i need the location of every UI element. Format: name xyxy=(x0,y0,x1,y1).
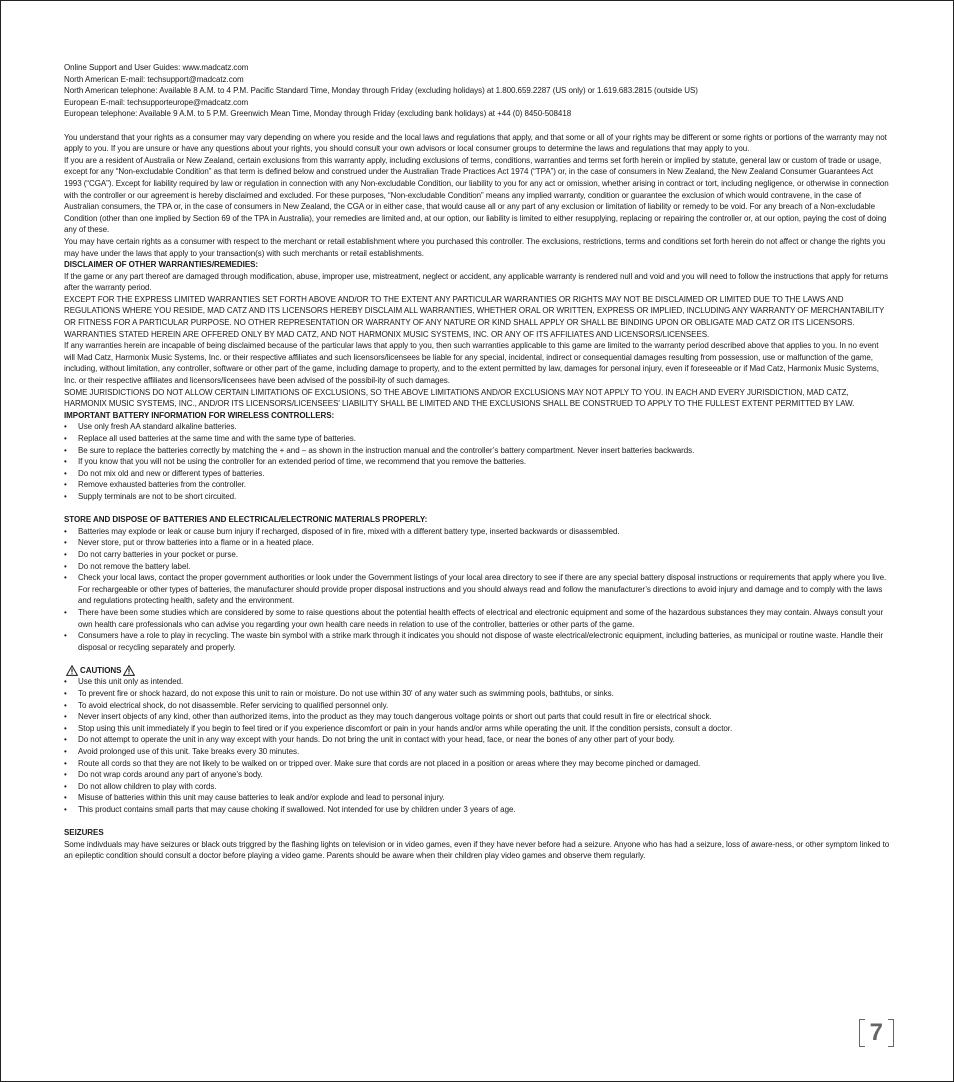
cautions-heading-row xyxy=(64,665,890,677)
list-item: • Do not attempt to operate the unit in any way except with your hands. Do not bring the unit in contact with your head, face, or near the bones of any other part of your body. xyxy=(64,734,890,746)
contact-block xyxy=(64,62,890,120)
rights-paragraph: You understand that your rights as a consumer may vary depending on where you reside and the local laws and regulations that apply, and that some or all of your rights may be different or some rights or portions of the warranty may not apply to you. If you are unsure or have any questions about your rights, you should consult your own advisors or local consumer groups to determine the laws and regulations that may apply to you. xyxy=(64,132,887,154)
list-item: • Replace all used batteries at the same time and with the same type of batteries. xyxy=(64,433,890,445)
list-item: • Do not mix old and new or different types of batteries. xyxy=(64,468,890,480)
seizures-section xyxy=(64,827,890,862)
list-item: • Supply terminals are not to be short circuited. xyxy=(64,491,890,503)
list-item: • Consumers have a role to play in recycling. The waste bin symbol with a strike mark through it indicates you should not dispose of waste electrical/electronic equipment, including batteries, as municipal or routine waste. Handle their disposal or recycling separately and properly. xyxy=(64,630,890,653)
cautions-list xyxy=(64,676,890,815)
disclaimer-heading: DISCLAIMER OF OTHER WARRANTIES/REMEDIES: xyxy=(64,260,259,270)
list-item: • Never store, put or throw batteries into a flame or in a heated place. xyxy=(64,537,890,549)
disclaimer-paragraph: SOME JURISDICTIONS DO NOT ALLOW CERTAIN LIMITATIONS OF EXCLUSIONS, SO THE ABOVE LIMITATIONS AND/OR EXCLUSIONS MAY NOT APPLY TO YOU. IN EACH AND EVERY JURISDICTION, MAD CATZ, HARMONIX MUSIC SYSTEMS, INC., AND/OR ITS LICENSORS/LICENSEES' LIABILITY SHALL BE LIMITED AND THE EXCLUSIONS SHALL BE CONSTRUED TO APPLY TO THE FULLEST EXTENT PERMITTED BY LAW. xyxy=(64,387,855,409)
contact-line: North American telephone: Available 8 A.M. to 4 P.M. Pacific Standard Time, Monday through Friday (excluding holidays) at 1.800.659.2287 (US only) or 1.619.683.2815 (outside US) xyxy=(64,86,698,96)
dispose-heading: STORE AND DISPOSE OF BATTERIES AND ELECTRICAL/ELECTRONIC MATERIALS PROPERLY: xyxy=(64,515,428,525)
list-item: • If you know that you will not be using the controller for an extended period of time, we recommend that you remove the batteries. xyxy=(64,456,890,468)
battery-list xyxy=(64,421,890,502)
disclaimer-paragraph: If the game or any part thereof are damaged through modification, abuse, improper use, mistreatment, neglect or accident, any applicable warranty is rendered null and void and you will need to follow the instructions that apply for returns after the warranty period. xyxy=(64,271,889,293)
list-item: • Misuse of batteries within this unit may cause batteries to leak and/or explode and lead to personal injury. xyxy=(64,792,890,804)
page-number-text: 7 xyxy=(869,1019,883,1046)
list-item: • Never insert objects of any kind, other than authorized items, into the product as they may touch dangerous voltage points or short out parts that could result in fire or electrical shock. xyxy=(64,711,890,723)
list-item: • Use this unit only as intended. xyxy=(64,676,890,688)
contact-line: European E-mail: techsupporteurope@madcatz.com xyxy=(64,97,249,107)
list-item: • Use only fresh AA standard alkaline batteries. xyxy=(64,421,890,433)
disclaimer-paragraph: If any warranties herein are incapable of being disclaimed because of the particular laws that apply to you, then such warranties applicable to this game are limited to the warranty period described above that applies to you. In no event will Mad Catz, Harmonix Music Systems, Inc. or their respective affiliates and such licensors/licensees be liable for any special, incidental, indirect or consequential damages resulting from possession, use or malfunction of the game, including, without limitation, any controller, software or other part of the game, including damage to property, and to the extent permitted by law, damages for personal injury, even if foreseeable or if Mad Catz, Harmonix Music Systems, Inc. or their respective affiliates and licensors/licensees have been advised of the possibil-ity of such damages. xyxy=(64,341,879,386)
seizures-heading: SEIZURES xyxy=(64,828,104,838)
contact-line: Online Support and User Guides: www.madcatz.com xyxy=(64,63,249,72)
disclaimer-paragraph: WARRANTIES STATED HEREIN ARE OFFERED ONLY BY MAD CATZ, AND NOT HARMONIX MUSIC SYSTEMS, INC. OR ANY OF ITS AFFILIATES AND LICENSORS/LICENSEES. xyxy=(64,329,710,339)
page-number xyxy=(859,1019,894,1047)
list-item: • This product contains small parts that may cause choking if swallowed. Not intended for use by children under 3 years of age. xyxy=(64,804,890,816)
battery-heading: IMPORTANT BATTERY INFORMATION FOR WIRELESS CONTROLLERS: xyxy=(64,410,335,420)
list-item: • Check your local laws, contact the proper government authorities or look under the Government listings of your local area directory to see if there are any special battery disposal instructions or requirements that apply where you live. For rechargeable or other types of batteries, the manufacturer should provide proper disposal instructions and you should always read and follow the manufacturer’s directions to avoid injury and damage and to comply with the laws and regulations protecting health, safety and the environment. xyxy=(64,572,890,607)
document-body xyxy=(64,62,890,862)
cautions-section xyxy=(64,665,890,816)
australia-paragraph: If you are a resident of Australia or New Zealand, certain exclusions from this warranty apply, including exclusions of terms, conditions, warranties and terms set forth herein or implied by statute, general law or custom of trade or usage, except for any “Non-excludable Condition” as that term is defined below and construed under the Australian Trade Practices Act 1974 (“TPA”) or, in the case of consumers in New Zealand, the New Zealand Consumer Guarantees Act 1993 (“CGA”). Except for liability required by law or regulation in connection with any Non-excludable Condition, our liability to you for any act or omission, whether arising in contract or tort, including negligence, or otherwise in connection with the controller or our agreement is hereby disclaimed and excluded. For these purposes, “Non-excludable Condition” means any implied warranty, condition or guarantee the exclusion of which would contravene, in the case of Australian consumers, the TPA or, in the case of consumers in New Zealand, the CGA or in either case, that would cause all or any part of any exclusion or limitation of liability or remedy to be void. For any breach of a Non-excludable Condition (other than one implied by Section 69 of the TPA in Australia), your remedies are limited and, at our option, our liability is limited to either resupplying, replacing or repairing the controller or, at our option, paying the cost of doing any of these. xyxy=(64,155,889,235)
warning-triangle-icon xyxy=(66,665,78,676)
bracket-right xyxy=(888,1019,894,1047)
warning-triangle-icon xyxy=(123,665,135,676)
list-item: • To avoid electrical shock, do not disassemble. Refer servicing to qualified personnel only. xyxy=(64,700,890,712)
list-item: • Do not wrap cords around any part of anyone’s body. xyxy=(64,769,890,781)
list-item: • Be sure to replace the batteries correctly by matching the + and – as shown in the instruction manual and the controller’s battery compartment. Never insert batteries backwards. xyxy=(64,445,890,457)
battery-section xyxy=(64,410,890,503)
dispose-section xyxy=(64,514,890,653)
list-item: • To prevent fire or shock hazard, do not expose this unit to rain or moisture. Do not use within 30' of any water such as swimming pools, bathtubs, or sinks. xyxy=(64,688,890,700)
dispose-list xyxy=(64,526,890,654)
list-item: • Avoid prolonged use of this unit. Take breaks every 30 minutes. xyxy=(64,746,890,758)
list-item: • There have been some studies which are considered by some to raise questions about the potential health effects of electrical and electronic equipment and some of the hazardous substances they may contain. Always consult your own health care professionals who can advise you regarding your own health care needs in relation to use of the controller, batteries or other parts of the game. xyxy=(64,607,890,630)
list-item: • Remove exhausted batteries from the controller. xyxy=(64,479,890,491)
contact-line: North American E-mail: techsupport@madcatz.com xyxy=(64,74,244,84)
seizures-paragraph: Some indivduals may have seizures or black outs triggred by the flashing lights on television or in video games, even if they have never before had a seizure. Anyone who has had a seizure, loss of aware-ness, or other symptom linked to an epileptic condition should consult a doctor before playing a video game. Parents should be aware when their children play video games and observe them regularly. xyxy=(64,839,890,861)
contact-line: European telephone: Available 9 A.M. to 5 P.M. Greenwich Mean Time, Monday through Friday (excluding bank holidays) at +44 (0) 8450-508418 xyxy=(64,109,572,119)
list-item: • Do not remove the battery label. xyxy=(64,561,890,573)
list-item: • Do not carry batteries in your pocket or purse. xyxy=(64,549,890,561)
list-item: • Route all cords so that they are not likely to be walked on or tripped over. Make sure that cords are not placed in a position or areas where they may become pinched or damaged. xyxy=(64,758,890,770)
merchant-paragraph: You may have certain rights as a consumer with respect to the merchant or retail establishment where you purchased this controller. The exclusions, restrictions, terms and conditions set forth herein do not affect or change the rights you may have under the laws that apply to your transaction(s) with such merchants or retail establishments. xyxy=(64,236,886,258)
disclaimer-paragraph: EXCEPT FOR THE EXPRESS LIMITED WARRANTIES SET FORTH ABOVE AND/OR TO THE EXTENT ANY PARTICULAR WARRANTIES OR RIGHTS MAY NOT BE DISCLAIMED OR LIMITED DUE TO THE LAWS AND REGULATIONS WHERE YOU RESIDE, MAD CATZ AND ITS LICENSORS HEREBY DISCLAIM ALL WARRANTIES, WHETHER ORAL OR WRITTEN, EXPRESS OR IMPLIED, INCLUDING ANY WARRANTY OF MERCHANTABILITY OR FITNESS FOR A PARTICULAR PURPOSE. NO OTHER REPRESENTATION OR WARRANTY OF ANY NATURE OR KIND SHALL APPLY OR SHALL BE BINDING UPON OR OBLIGATE MAD CATZ OR ITS LICENSORS. xyxy=(64,294,885,328)
list-item: • Stop using this unit immediately if you begin to feel tired or if you experience discomfort or pain in your hands and/or arms while operating the unit. If the condition persists, consult a doctor. xyxy=(64,723,890,735)
list-item: • Batteries may explode or leak or cause burn injury if recharged, disposed of in fire, mixed with a different battery type, inserted backwards or disassembled. xyxy=(64,526,890,538)
list-item: • Do not allow children to play with cords. xyxy=(64,781,890,793)
cautions-heading: CAUTIONS xyxy=(80,665,122,675)
